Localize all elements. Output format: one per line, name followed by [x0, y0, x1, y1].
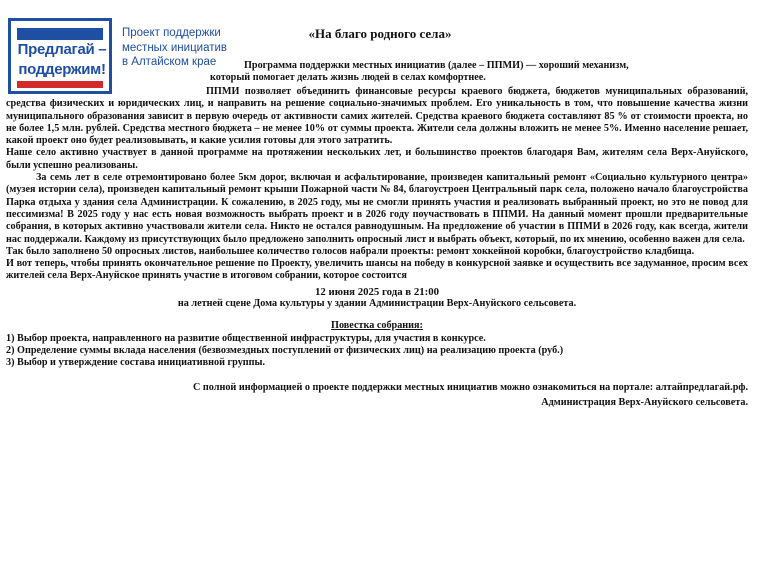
main-text	[6, 86, 748, 409]
document-title: «На благо родного села»	[308, 26, 452, 41]
agenda-item: 1) Выбор проекта, направленного на развитие общественной инфраструктуры, для участия в конкурсе.	[6, 332, 486, 344]
logo-mark-line2: поддержим!	[18, 61, 106, 78]
meeting-date: 12 июня 2025 года в 21:00	[314, 285, 440, 298]
intro-line1: Программа поддержки местных инициатив (далее – ППМИ) — хороший механизм,	[244, 60, 629, 71]
logo-blue-bar	[17, 28, 103, 40]
agenda-item: 2) Определение суммы вклада населения (безвозмездных поступлений от физических лиц) на реализацию проекта (руб.)	[6, 344, 564, 356]
paragraph-survey: Так было заполнено 50 опросных листов, наибольшее количество голосов набрали проекты: ремонт хоккейной коробки, благоустройство кладбища.	[6, 245, 695, 257]
footer-info: С полной информацией о проекте поддержки местных инициатив можно ознакомиться на портале: алтайпредлагай.рф.	[193, 381, 748, 393]
logo-caption-line: в Алтайском крае	[122, 56, 217, 68]
agenda-title: Повестка собрания:	[331, 320, 423, 332]
paragraph-invitation: И вот теперь, чтобы принять окончательное решение по Проекту, увеличить шансы на победу в конкурсной заявке и осуществить все задуманное, просим всех жителей села Верх-Ануйское принять участие в итоговом собрании, которое состоится	[6, 258, 748, 282]
intro-block	[210, 60, 710, 85]
paragraph-achievements: За семь лет в селе отремонтировано более 5км дорог, включая и асфальтирование, произведен капитальный ремонт «Социально культурного центра» (музея истории села), произведен капитальный ремонт крыши Пожарной части № 84, благоустроен Центральный парк села, положено начало благоустройства Парка отдыха у здания села Администрации. К сожалению, в 2025 году, мы не смогли принять участия и реализовать выбранный проект, но это не повод для пессимизма! В 2025 году у нас есть новая возможность выбрать проект и в 2026 году поучаствовать в ППМИ. На данный момент прошли предварительные собрания, в которых активно участвовали жители села. Никто не остался равнодушным. На предложение об участии в ППМИ в 2026 году, как всегда, жители нас поддержали. Каждому из присутствующих было предложено заполнить опросный лист и выбрать объект, который, по их мнению, особенно важен для села.	[6, 172, 748, 245]
paragraph-ppmi: ППМИ позволяет объединить финансовые ресурсы краевого бюджета, бюджетов муниципальных образований, средства физических и юридических лиц, и направить на решение социально-значимых проблем. Его уникальность в том, что повышение качества жизни муниципального образования зависит в первую очередь от активности самих жителей. Средства краевого бюджета составляют 85 % от стоимости проекта, но не более 1,5 млн. рублей. Средства местного бюджета – не менее 10% от суммы проекта. Жители села должны вложить не менее 5%. Именно население решает, какой проект оно будет реализовывать, и какие усилия готовы для этого затратить.	[6, 86, 748, 147]
logo-caption-line: Проект поддержки	[122, 27, 221, 39]
logo-mark	[8, 18, 112, 94]
logo-mark-line1: Предлагай –	[17, 41, 107, 58]
logo-caption-line: местных инициатив	[122, 41, 228, 54]
signature: Администрация Верх-Ануйского сельсовета.	[541, 396, 748, 408]
paragraph-participation: Наше село активно участвует в данной программе на протяжении нескольких лет, и большинство проектов благодаря Вам, жителям села Верх-Ануйского, были успешно реализованы.	[6, 147, 748, 171]
agenda-item: 3) Выбор и утверждение состава инициативной группы.	[6, 357, 266, 369]
meeting-place: на летней сцене Дома культуры у здании Администрации Верх-Ануйского сельсовета.	[177, 298, 577, 310]
intro-line2: который помогает делать жизнь людей в селах комфортнее.	[210, 72, 486, 84]
